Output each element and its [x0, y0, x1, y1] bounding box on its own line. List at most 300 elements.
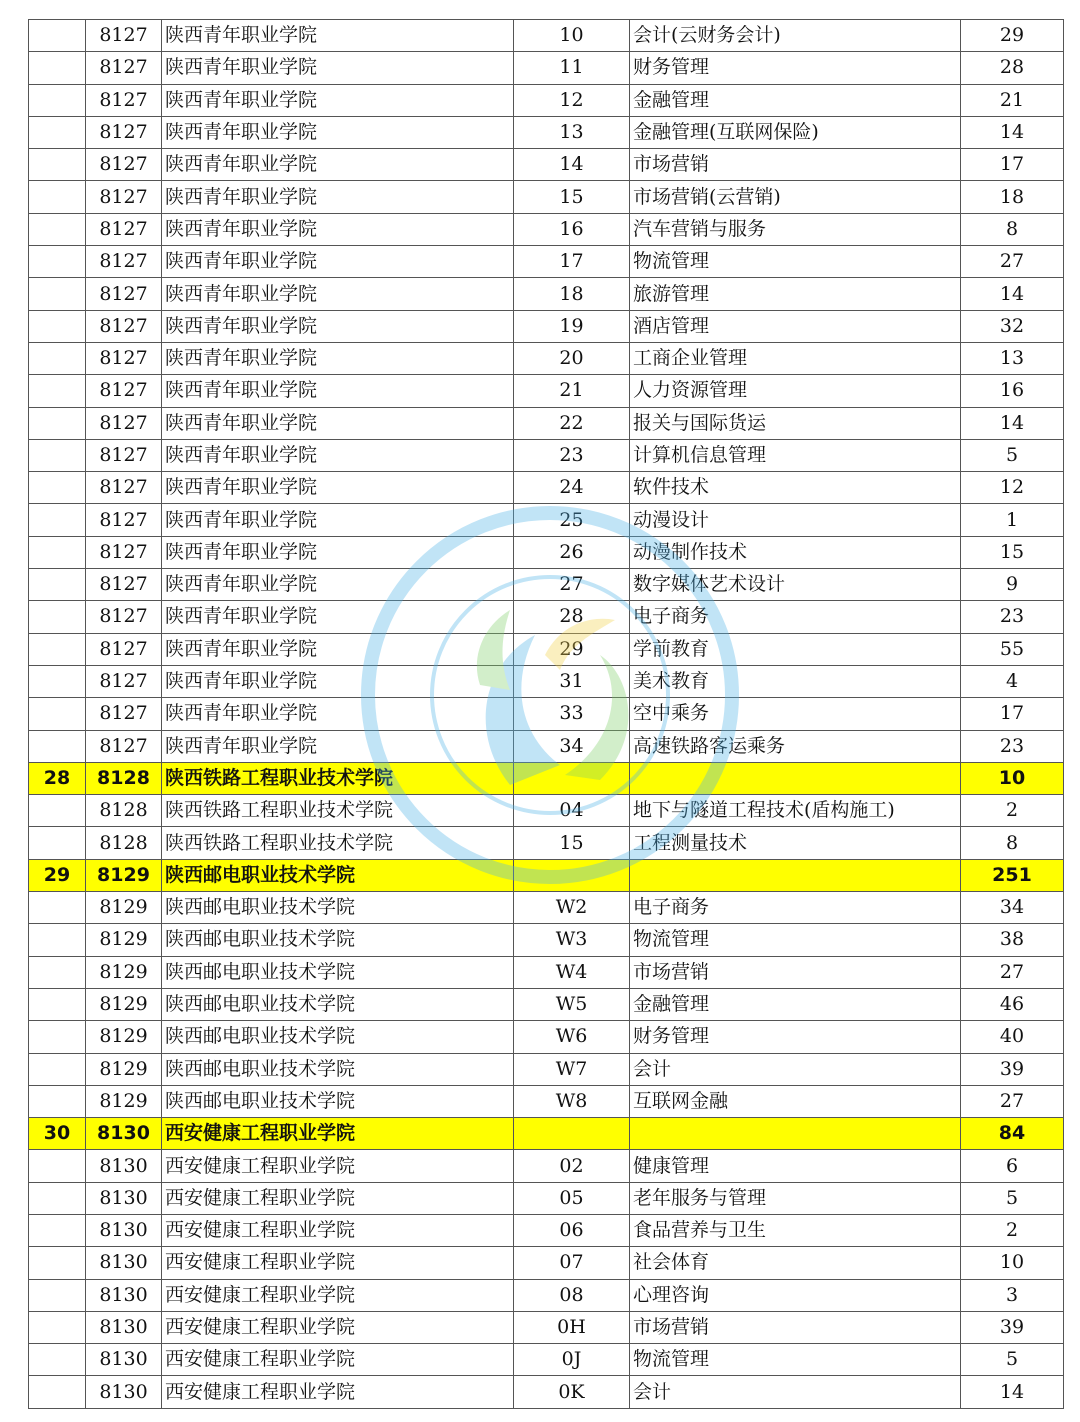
row-index-cell — [29, 1376, 86, 1408]
school-name-cell: 陕西邮电职业技术学院 — [162, 1085, 514, 1117]
school-name-cell: 陕西青年职业学院 — [162, 20, 514, 52]
major-name-cell: 人力资源管理 — [630, 375, 961, 407]
school-code-cell: 8130 — [86, 1182, 162, 1214]
school-code-cell: 8127 — [86, 181, 162, 213]
enrollment-count-cell: 27 — [961, 246, 1064, 278]
row-index-cell — [29, 1279, 86, 1311]
table-row — [29, 1053, 1064, 1085]
table-row — [29, 536, 1064, 568]
row-index-cell — [29, 1214, 86, 1246]
school-name-cell: 西安健康工程职业学院 — [162, 1376, 514, 1408]
major-code-cell: W3 — [514, 924, 630, 956]
major-name-cell: 动漫设计 — [630, 504, 961, 536]
major-code-cell: 24 — [514, 472, 630, 504]
enrollment-count-cell: 5 — [961, 1344, 1064, 1376]
major-code-cell: 21 — [514, 375, 630, 407]
school-code-cell: 8130 — [86, 1150, 162, 1182]
table-row — [29, 342, 1064, 374]
school-name-cell: 陕西邮电职业技术学院 — [162, 892, 514, 924]
school-name-cell: 陕西青年职业学院 — [162, 278, 514, 310]
table-row — [29, 181, 1064, 213]
major-code-cell: 29 — [514, 633, 630, 665]
school-name-cell: 陕西青年职业学院 — [162, 633, 514, 665]
table-row — [29, 827, 1064, 859]
table-row — [29, 569, 1064, 601]
major-name-cell: 老年服务与管理 — [630, 1182, 961, 1214]
school-name-cell: 陕西青年职业学院 — [162, 536, 514, 568]
table-row — [29, 1085, 1064, 1117]
enrollment-count-cell: 10 — [961, 1247, 1064, 1279]
major-code-cell: 15 — [514, 827, 630, 859]
major-name-cell: 市场营销(云营销) — [630, 181, 961, 213]
school-code-cell: 8127 — [86, 278, 162, 310]
major-code-cell: 05 — [514, 1182, 630, 1214]
school-name-cell: 陕西邮电职业技术学院 — [162, 988, 514, 1020]
major-code-cell: 0J — [514, 1344, 630, 1376]
major-code-cell: W6 — [514, 1021, 630, 1053]
school-code-cell: 8127 — [86, 375, 162, 407]
table-row — [29, 310, 1064, 342]
enrollment-count-cell: 9 — [961, 569, 1064, 601]
school-code-cell: 8129 — [86, 1085, 162, 1117]
major-code-cell: 20 — [514, 342, 630, 374]
school-name-cell: 陕西青年职业学院 — [162, 472, 514, 504]
enrollment-count-cell: 4 — [961, 665, 1064, 697]
school-name-cell: 陕西青年职业学院 — [162, 504, 514, 536]
school-name-cell: 陕西铁路工程职业技术学院 — [162, 827, 514, 859]
row-index-cell — [29, 1182, 86, 1214]
enrollment-count-cell: 23 — [961, 601, 1064, 633]
enrollment-count-cell: 13 — [961, 342, 1064, 374]
major-code-cell: 08 — [514, 1279, 630, 1311]
school-code-cell: 8127 — [86, 504, 162, 536]
school-code-cell: 8129 — [86, 892, 162, 924]
row-index-cell — [29, 116, 86, 148]
row-index-cell — [29, 504, 86, 536]
school-code-cell: 8127 — [86, 698, 162, 730]
table-row — [29, 84, 1064, 116]
major-name-cell: 电子商务 — [630, 892, 961, 924]
major-code-cell: 04 — [514, 795, 630, 827]
major-name-cell: 高速铁路客运乘务 — [630, 730, 961, 762]
school-name-cell: 西安健康工程职业学院 — [162, 1247, 514, 1279]
enrollment-count-cell: 23 — [961, 730, 1064, 762]
school-name-cell: 陕西青年职业学院 — [162, 310, 514, 342]
school-code-cell: 8127 — [86, 52, 162, 84]
school-code-cell: 8127 — [86, 439, 162, 471]
major-code-cell — [514, 859, 630, 891]
major-name-cell: 社会体育 — [630, 1247, 961, 1279]
row-index-cell — [29, 407, 86, 439]
school-name-cell: 陕西青年职业学院 — [162, 149, 514, 181]
school-name-cell: 陕西青年职业学院 — [162, 342, 514, 374]
table-row — [29, 116, 1064, 148]
major-name-cell: 市场营销 — [630, 149, 961, 181]
table-row — [29, 278, 1064, 310]
major-name-cell: 数字媒体艺术设计 — [630, 569, 961, 601]
enrollment-count-cell: 5 — [961, 1182, 1064, 1214]
major-code-cell: 17 — [514, 246, 630, 278]
school-code-cell: 8127 — [86, 730, 162, 762]
school-code-cell: 8130 — [86, 1311, 162, 1343]
row-index-cell — [29, 633, 86, 665]
school-summary-row — [29, 1118, 1064, 1150]
enrollment-count-cell: 14 — [961, 278, 1064, 310]
major-code-cell: W2 — [514, 892, 630, 924]
row-index-cell — [29, 278, 86, 310]
enrollment-count-cell: 84 — [961, 1118, 1064, 1150]
major-code-cell: 06 — [514, 1214, 630, 1246]
row-index-cell — [29, 730, 86, 762]
major-code-cell: 14 — [514, 149, 630, 181]
major-code-cell: W8 — [514, 1085, 630, 1117]
enrollment-count-cell: 18 — [961, 181, 1064, 213]
table-row — [29, 472, 1064, 504]
school-code-cell: 8130 — [86, 1247, 162, 1279]
major-name-cell: 心理咨询 — [630, 1279, 961, 1311]
school-name-cell: 陕西青年职业学院 — [162, 730, 514, 762]
row-index-cell — [29, 795, 86, 827]
table-row — [29, 601, 1064, 633]
school-name-cell: 陕西青年职业学院 — [162, 84, 514, 116]
major-code-cell: 12 — [514, 84, 630, 116]
school-name-cell: 陕西青年职业学院 — [162, 52, 514, 84]
row-index-cell — [29, 827, 86, 859]
enrollment-count-cell: 1 — [961, 504, 1064, 536]
major-name-cell: 软件技术 — [630, 472, 961, 504]
school-code-cell: 8127 — [86, 20, 162, 52]
enrollment-count-cell: 15 — [961, 536, 1064, 568]
table-row — [29, 149, 1064, 181]
enrollment-count-cell: 55 — [961, 633, 1064, 665]
major-code-cell: 13 — [514, 116, 630, 148]
table-row — [29, 924, 1064, 956]
table-row — [29, 730, 1064, 762]
table-body — [29, 20, 1064, 1409]
school-name-cell: 陕西青年职业学院 — [162, 116, 514, 148]
enrollment-count-cell: 46 — [961, 988, 1064, 1020]
major-code-cell: 0K — [514, 1376, 630, 1408]
school-name-cell: 陕西青年职业学院 — [162, 407, 514, 439]
major-name-cell — [630, 859, 961, 891]
school-name-cell: 陕西青年职业学院 — [162, 439, 514, 471]
enrollment-count-cell: 3 — [961, 1279, 1064, 1311]
enrollment-count-cell: 2 — [961, 1214, 1064, 1246]
enrollment-count-cell: 39 — [961, 1053, 1064, 1085]
school-name-cell: 陕西青年职业学院 — [162, 601, 514, 633]
school-name-cell: 陕西邮电职业技术学院 — [162, 1053, 514, 1085]
table-row — [29, 20, 1064, 52]
school-name-cell: 陕西青年职业学院 — [162, 181, 514, 213]
enrollment-count-cell: 5 — [961, 439, 1064, 471]
school-name-cell: 陕西邮电职业技术学院 — [162, 1021, 514, 1053]
major-name-cell: 旅游管理 — [630, 278, 961, 310]
school-code-cell: 8128 — [86, 795, 162, 827]
enrollment-count-cell: 14 — [961, 407, 1064, 439]
school-code-cell: 8130 — [86, 1376, 162, 1408]
enrollment-count-cell: 8 — [961, 213, 1064, 245]
school-code-cell: 8129 — [86, 924, 162, 956]
row-index-cell — [29, 342, 86, 374]
major-code-cell: 07 — [514, 1247, 630, 1279]
row-index-cell — [29, 84, 86, 116]
major-name-cell: 动漫制作技术 — [630, 536, 961, 568]
table-row — [29, 892, 1064, 924]
school-name-cell: 陕西铁路工程职业技术学院 — [162, 795, 514, 827]
row-index-cell — [29, 472, 86, 504]
enrollment-count-cell: 34 — [961, 892, 1064, 924]
school-code-cell: 8127 — [86, 407, 162, 439]
major-name-cell: 地下与隧道工程技术(盾构施工) — [630, 795, 961, 827]
row-index-cell — [29, 988, 86, 1020]
school-name-cell: 陕西铁路工程职业技术学院 — [162, 762, 514, 794]
major-name-cell: 金融管理 — [630, 988, 961, 1020]
table-row — [29, 956, 1064, 988]
major-code-cell: 19 — [514, 310, 630, 342]
major-code-cell: 16 — [514, 213, 630, 245]
enrollment-count-cell: 2 — [961, 795, 1064, 827]
school-name-cell: 西安健康工程职业学院 — [162, 1118, 514, 1150]
enrollment-count-cell: 29 — [961, 20, 1064, 52]
table-row — [29, 407, 1064, 439]
school-code-cell: 8127 — [86, 213, 162, 245]
enrollment-count-cell: 27 — [961, 956, 1064, 988]
table-row — [29, 665, 1064, 697]
school-code-cell: 8127 — [86, 536, 162, 568]
table-row — [29, 1150, 1064, 1182]
row-index-cell: 29 — [29, 859, 86, 891]
major-name-cell: 物流管理 — [630, 924, 961, 956]
school-code-cell: 8130 — [86, 1279, 162, 1311]
school-name-cell: 陕西青年职业学院 — [162, 698, 514, 730]
major-name-cell — [630, 1118, 961, 1150]
school-code-cell: 8127 — [86, 601, 162, 633]
table-row — [29, 1311, 1064, 1343]
row-index-cell — [29, 698, 86, 730]
major-name-cell: 物流管理 — [630, 246, 961, 278]
major-code-cell: 26 — [514, 536, 630, 568]
enrollment-count-cell: 16 — [961, 375, 1064, 407]
row-index-cell: 30 — [29, 1118, 86, 1150]
school-name-cell: 陕西青年职业学院 — [162, 569, 514, 601]
school-name-cell: 西安健康工程职业学院 — [162, 1311, 514, 1343]
major-code-cell: 22 — [514, 407, 630, 439]
school-name-cell: 陕西青年职业学院 — [162, 375, 514, 407]
table-row — [29, 439, 1064, 471]
school-code-cell: 8130 — [86, 1214, 162, 1246]
school-code-cell: 8127 — [86, 310, 162, 342]
table-row — [29, 988, 1064, 1020]
major-code-cell: 28 — [514, 601, 630, 633]
enrollment-count-cell: 39 — [961, 1311, 1064, 1343]
major-name-cell: 汽车营销与服务 — [630, 213, 961, 245]
major-name-cell: 空中乘务 — [630, 698, 961, 730]
school-code-cell: 8127 — [86, 665, 162, 697]
row-index-cell — [29, 246, 86, 278]
major-name-cell: 金融管理 — [630, 84, 961, 116]
school-code-cell: 8129 — [86, 859, 162, 891]
major-name-cell: 电子商务 — [630, 601, 961, 633]
enrollment-count-cell: 14 — [961, 116, 1064, 148]
school-code-cell: 8127 — [86, 116, 162, 148]
enrollment-count-cell: 14 — [961, 1376, 1064, 1408]
enrollment-count-cell: 10 — [961, 762, 1064, 794]
table-row — [29, 52, 1064, 84]
major-name-cell: 食品营养与卫生 — [630, 1214, 961, 1246]
major-code-cell: 02 — [514, 1150, 630, 1182]
table-row — [29, 504, 1064, 536]
enrollment-table — [28, 19, 1064, 1409]
school-code-cell: 8128 — [86, 827, 162, 859]
table-row — [29, 246, 1064, 278]
row-index-cell — [29, 52, 86, 84]
major-code-cell: 10 — [514, 20, 630, 52]
school-summary-row — [29, 859, 1064, 891]
school-code-cell: 8128 — [86, 762, 162, 794]
table-row — [29, 1376, 1064, 1408]
row-index-cell — [29, 310, 86, 342]
row-index-cell — [29, 1311, 86, 1343]
school-name-cell: 陕西邮电职业技术学院 — [162, 924, 514, 956]
row-index-cell — [29, 1344, 86, 1376]
major-code-cell: 33 — [514, 698, 630, 730]
major-name-cell: 会计 — [630, 1053, 961, 1085]
table-row — [29, 1182, 1064, 1214]
major-code-cell: W5 — [514, 988, 630, 1020]
major-name-cell: 互联网金融 — [630, 1085, 961, 1117]
major-name-cell: 工商企业管理 — [630, 342, 961, 374]
major-name-cell: 市场营销 — [630, 956, 961, 988]
row-index-cell — [29, 1053, 86, 1085]
table-row — [29, 698, 1064, 730]
school-name-cell: 陕西青年职业学院 — [162, 246, 514, 278]
table-row — [29, 1247, 1064, 1279]
school-name-cell: 陕西青年职业学院 — [162, 665, 514, 697]
major-code-cell: 15 — [514, 181, 630, 213]
row-index-cell — [29, 181, 86, 213]
major-code-cell: 23 — [514, 439, 630, 471]
row-index-cell — [29, 20, 86, 52]
school-name-cell: 西安健康工程职业学院 — [162, 1279, 514, 1311]
major-name-cell: 金融管理(互联网保险) — [630, 116, 961, 148]
row-index-cell — [29, 439, 86, 471]
major-name-cell: 物流管理 — [630, 1344, 961, 1376]
school-name-cell: 陕西青年职业学院 — [162, 213, 514, 245]
major-code-cell: 27 — [514, 569, 630, 601]
major-name-cell: 财务管理 — [630, 52, 961, 84]
school-name-cell: 陕西邮电职业技术学院 — [162, 859, 514, 891]
major-code-cell: 31 — [514, 665, 630, 697]
major-name-cell: 市场营销 — [630, 1311, 961, 1343]
enrollment-count-cell: 8 — [961, 827, 1064, 859]
row-index-cell — [29, 149, 86, 181]
school-code-cell: 8129 — [86, 1021, 162, 1053]
row-index-cell — [29, 601, 86, 633]
major-name-cell: 学前教育 — [630, 633, 961, 665]
row-index-cell — [29, 924, 86, 956]
school-code-cell: 8127 — [86, 569, 162, 601]
major-name-cell — [630, 762, 961, 794]
school-name-cell: 西安健康工程职业学院 — [162, 1150, 514, 1182]
major-code-cell: 34 — [514, 730, 630, 762]
school-code-cell: 8127 — [86, 246, 162, 278]
table-row — [29, 1021, 1064, 1053]
row-index-cell — [29, 1085, 86, 1117]
school-code-cell: 8127 — [86, 472, 162, 504]
school-code-cell: 8130 — [86, 1344, 162, 1376]
table-row — [29, 213, 1064, 245]
enrollment-count-cell: 12 — [961, 472, 1064, 504]
row-index-cell: 28 — [29, 762, 86, 794]
major-code-cell — [514, 762, 630, 794]
school-name-cell: 西安健康工程职业学院 — [162, 1182, 514, 1214]
enrollment-count-cell: 17 — [961, 149, 1064, 181]
school-name-cell: 西安健康工程职业学院 — [162, 1344, 514, 1376]
row-index-cell — [29, 892, 86, 924]
major-name-cell: 财务管理 — [630, 1021, 961, 1053]
school-summary-row — [29, 762, 1064, 794]
school-code-cell: 8127 — [86, 84, 162, 116]
row-index-cell — [29, 665, 86, 697]
school-code-cell: 8129 — [86, 1053, 162, 1085]
enrollment-count-cell: 6 — [961, 1150, 1064, 1182]
major-code-cell: 11 — [514, 52, 630, 84]
major-name-cell: 报关与国际货运 — [630, 407, 961, 439]
row-index-cell — [29, 1021, 86, 1053]
enrollment-count-cell: 38 — [961, 924, 1064, 956]
table-row — [29, 795, 1064, 827]
major-name-cell: 工程测量技术 — [630, 827, 961, 859]
school-code-cell: 8129 — [86, 956, 162, 988]
school-name-cell: 西安健康工程职业学院 — [162, 1214, 514, 1246]
major-name-cell: 会计 — [630, 1376, 961, 1408]
row-index-cell — [29, 569, 86, 601]
major-name-cell: 计算机信息管理 — [630, 439, 961, 471]
major-code-cell: 18 — [514, 278, 630, 310]
major-code-cell: 25 — [514, 504, 630, 536]
row-index-cell — [29, 213, 86, 245]
enrollment-count-cell: 40 — [961, 1021, 1064, 1053]
major-name-cell: 酒店管理 — [630, 310, 961, 342]
major-name-cell: 会计(云财务会计) — [630, 20, 961, 52]
table-row — [29, 1214, 1064, 1246]
enrollment-count-cell: 21 — [961, 84, 1064, 116]
row-index-cell — [29, 375, 86, 407]
school-code-cell: 8127 — [86, 342, 162, 374]
enrollment-count-cell: 28 — [961, 52, 1064, 84]
major-code-cell: W4 — [514, 956, 630, 988]
row-index-cell — [29, 956, 86, 988]
enrollment-count-cell: 27 — [961, 1085, 1064, 1117]
major-name-cell: 健康管理 — [630, 1150, 961, 1182]
table-row — [29, 633, 1064, 665]
enrollment-count-cell: 17 — [961, 698, 1064, 730]
row-index-cell — [29, 536, 86, 568]
table-row — [29, 1344, 1064, 1376]
school-code-cell: 8130 — [86, 1118, 162, 1150]
school-code-cell: 8129 — [86, 988, 162, 1020]
enrollment-count-cell: 251 — [961, 859, 1064, 891]
major-name-cell: 美术教育 — [630, 665, 961, 697]
table-row — [29, 1279, 1064, 1311]
row-index-cell — [29, 1247, 86, 1279]
major-code-cell: W7 — [514, 1053, 630, 1085]
enrollment-count-cell: 32 — [961, 310, 1064, 342]
table-row — [29, 375, 1064, 407]
major-code-cell: 0H — [514, 1311, 630, 1343]
school-code-cell: 8127 — [86, 633, 162, 665]
school-code-cell: 8127 — [86, 149, 162, 181]
